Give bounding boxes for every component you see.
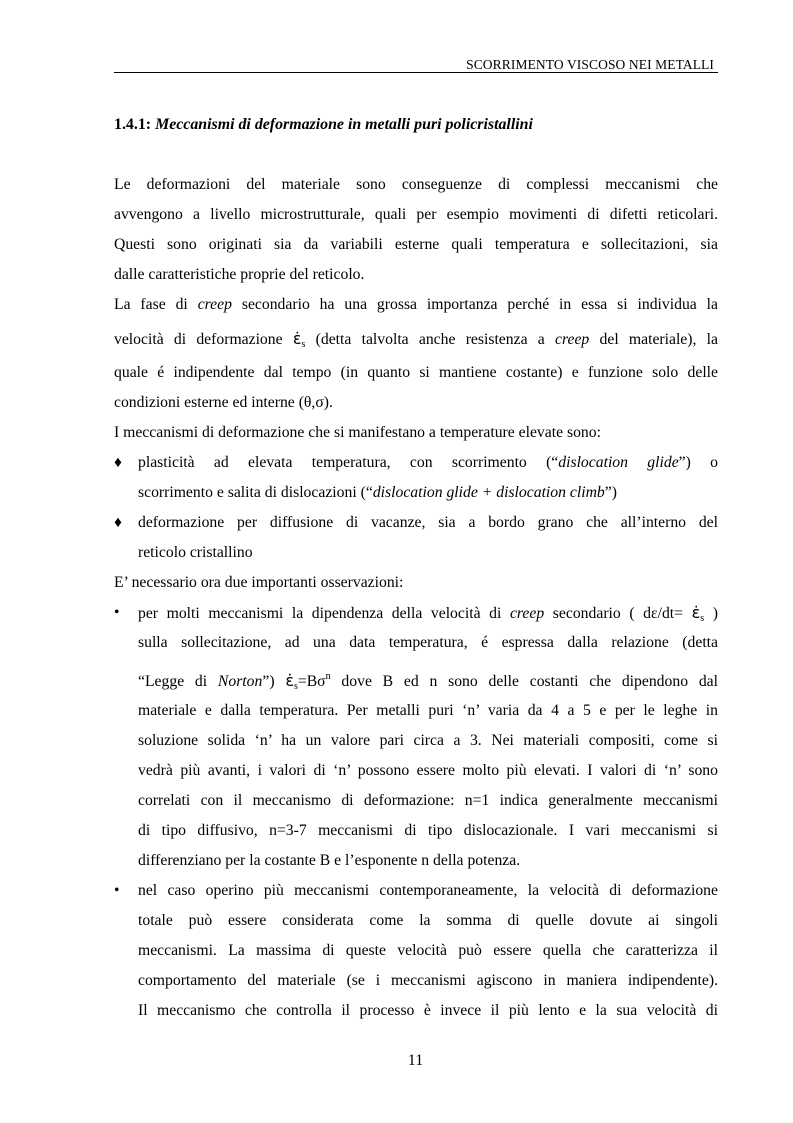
text-line: comportamento del materiale (se i meccanismi agiscono in maniera indipendente). [138,972,718,989]
text-line: condizioni esterne ed interne (θ,σ). [114,394,333,411]
dot-list [114,598,718,1026]
paragraph-3 [114,418,718,448]
text-line: avvengono a livello microstrutturale, quali per esempio movimenti di difetti reticolari. [114,206,718,223]
page-number: 11 [407,1052,424,1069]
list-item [114,876,718,1026]
text-line: scorrimento e salita di dislocazioni (“dislocation glide + dislocation climb”) [138,484,617,501]
text-line: Questi sono originati sia da variabili esterne quali temperatura e sollecitazioni, sia [114,236,718,253]
paragraph-4 [114,568,718,598]
text-line: “Legge di Norton”) $\varepsiloṅ_s=B\sigma^n$ dove B ed n sono delle costanti che dipendono dal [138,671,718,692]
text-line: correlati con il meccanismo di deformazione: n=1 indica generalmente meccanismi [138,792,718,809]
header-rule [114,72,718,73]
text-line: E’ necessario ora due importanti osservazioni: [114,574,404,591]
text-line: meccanismi. La massima di queste velocità può essere quella che caratterizza il [138,942,718,959]
list-item [114,508,718,568]
text-line: materiale e dalla temperatura. Per metalli puri ‘n’ varia da 4 a 5 e per le leghe in [138,702,718,719]
text-line: per molti meccanismi la dipendenza della velocità di creep secondario ( $d\varepsilon/dt= \varepsiloṅ_s$ ) [138,603,718,624]
text-line: La fase di creep secondario ha una grossa importanza perché in essa si individua la [114,296,718,313]
strain-rate-symbol: ε̇ [292,329,302,348]
text-line: dalle caratteristiche proprie del reticolo. [114,266,365,283]
text-line: totale può essere considerata come la somma di quelle dovute ai singoli [138,912,718,929]
dot-bullet-icon: • [114,882,120,899]
text-line: sulla sollecitazione, ad una data temperatura, é espressa dalla relazione (detta [138,634,718,651]
text-line: differenziano per la costante B e l’esponente n della potenza. [138,852,521,869]
running-head: SCORRIMENTO VISCOSO NEI METALLI [466,57,714,72]
section-title [114,116,533,134]
text-line: vedrà più avanti, i valori di ‘n’ possono essere molto più elevati. I valori di ‘n’ sono [138,762,718,779]
text-line: I meccanismi di deformazione che si manifestano a temperature elevate sono: [114,424,601,441]
diamond-list [114,448,718,568]
text-line: Il meccanismo che controlla il processo è invece il più lento e la sua velocità di [138,1002,718,1019]
text-line: quale é indipendente dal tempo (in quanto si mantiene costante) e funzione solo delle [114,364,718,381]
paragraph-2 [114,290,718,418]
text-line: Le deformazioni del materiale sono conseguenze di complessi meccanismi che [114,176,718,193]
text-line: nel caso operino più meccanismi contemporaneamente, la velocità di deformazione [138,882,718,899]
text-line: reticolo cristallino [138,544,253,561]
text-line: deformazione per diffusione di vacanze, sia a bordo grano che all’interno del [138,514,718,531]
body-text [114,170,718,1026]
diamond-bullet-icon: ♦ [114,454,123,471]
list-item [114,598,718,876]
section-number: 1.4.1: [114,116,152,133]
dot-bullet-icon: • [114,604,120,621]
text-line: soluzione solida ‘n’ ha un valore pari circa a 3. Nei materiali compositi, come si [138,732,718,749]
diamond-bullet-icon: ♦ [114,514,123,531]
text-line: plasticità ad elevata temperatura, con scorrimento (“dislocation glide”) o [138,454,718,471]
paragraph-1 [114,170,718,290]
text-line: di tipo diffusivo, n=3-7 meccanismi di tipo dislocazionale. I vari meccanismi si [138,822,718,839]
list-item [114,448,718,508]
text-line: velocità di deformazione $\varepsiloṅ_s$ (detta talvolta anche resistenza a creep del materiale), la [114,329,718,350]
section-name: Meccanismi di deformazione in metalli puri policristallini [155,116,533,133]
